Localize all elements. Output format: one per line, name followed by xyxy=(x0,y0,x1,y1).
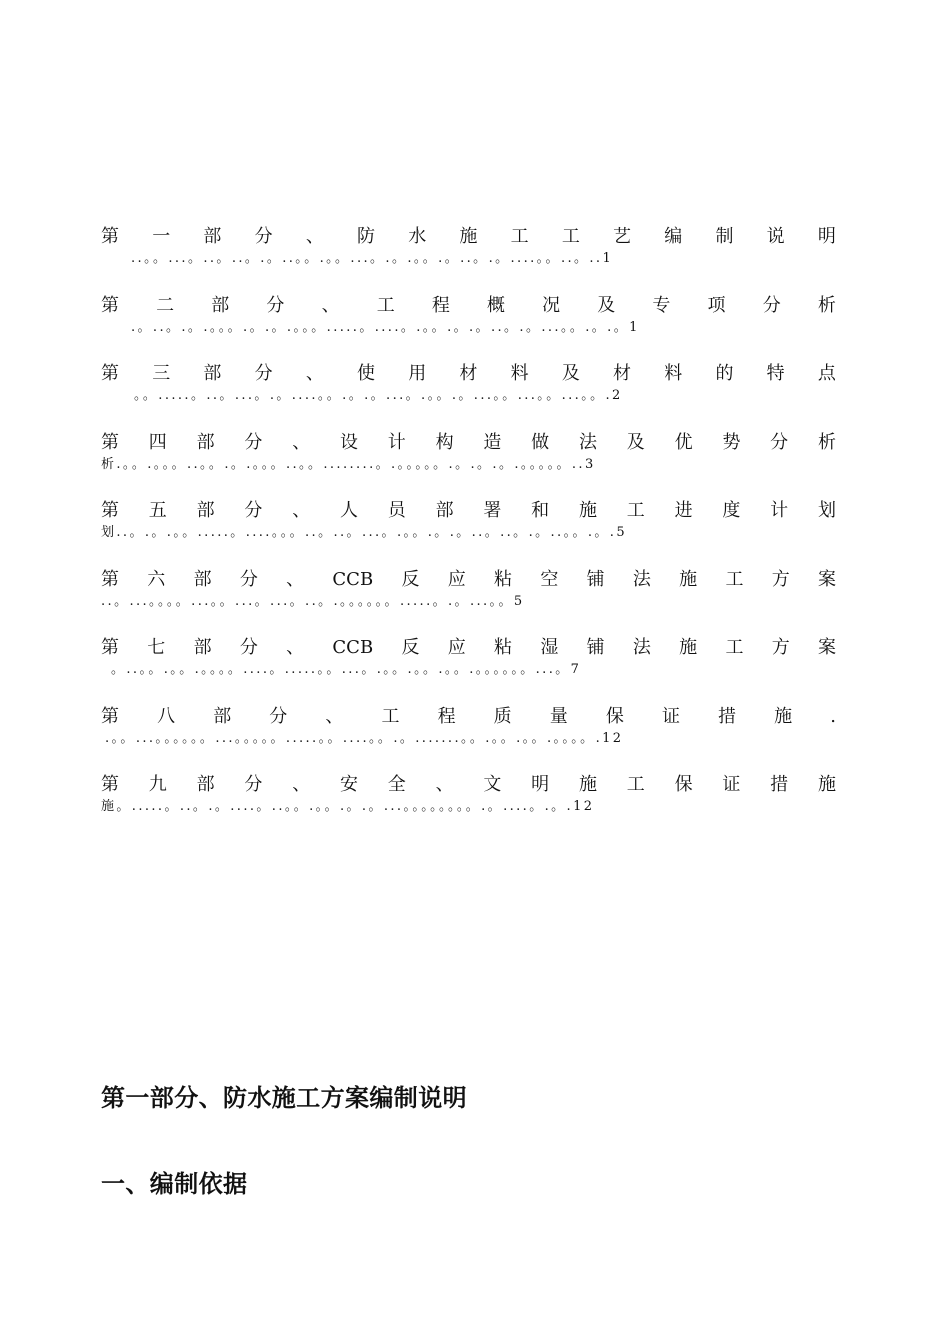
toc-entry-title: 第 一 部 分 、 防 水 施 工 工 艺 编 制 说 明 xyxy=(101,226,836,247)
toc-entry[interactable] xyxy=(101,635,836,704)
toc-entry-leader: ..。...。。。。...。。...。...。..。.。。。。。。.....。.。...。。5 xyxy=(101,593,525,609)
toc-entry-title: 第 八 部 分 、 工 程 质 量 保 证 措 施 . xyxy=(101,705,836,727)
toc-entry-title: 第 二 部 分 、 工 程 概 况 及 专 项 分 析 xyxy=(101,294,836,316)
toc-entry-title: 第 三 部 分 、 使 用 材 料 及 材 料 的 特 点 xyxy=(101,363,836,384)
toc-entry[interactable] xyxy=(101,772,836,841)
toc-entry[interactable] xyxy=(101,430,836,499)
toc-entry-leader: 析.。。.。。。..。。.。.。。。..。。........。.。。。。。.。.。.。.。。。。。..3 xyxy=(101,456,596,472)
toc-entry-leader: ..。。...。..。..。.。..。。.。。...。.。.。。.。..。.。....。。..。..1 xyxy=(131,251,614,266)
toc-entry-title: 第 九 部 分 、 安 全 、 文 明 施 工 保 证 措 施 xyxy=(101,774,836,795)
table-of-contents xyxy=(101,224,836,841)
toc-entry[interactable] xyxy=(101,567,836,636)
toc-entry[interactable] xyxy=(101,224,836,293)
section-heading: 一、编制依据 xyxy=(101,1169,248,1198)
toc-entry-leader: 。..。。.。。.。。。。....。.....。。...。.。。.。。.。。.。。。。。。...。7 xyxy=(111,662,582,677)
toc-entry-leader: 。。.....。..。...。.。....。。.。.。...。.。。.。...。。...。。...。。.2 xyxy=(134,388,623,403)
toc-entry-leader: .。。...。。。。。。...。。。。。.....。。....。。.。.......。。.。。.。。.。。。。.12 xyxy=(105,730,624,746)
toc-entry[interactable] xyxy=(101,293,836,362)
toc-entry-title: 第 五 部 分 、 人 员 部 署 和 施 工 进 度 计 划 xyxy=(101,500,836,521)
part-heading: 第一部分、防水施工方案编制说明 xyxy=(101,1083,467,1112)
toc-entry-leader: 施。.....。..。.。....。..。。.。。.。.。...。。。。。。。。.。....。.。.12 xyxy=(101,799,595,814)
toc-entry-title: 第 六 部 分 、 CCB 反 应 粘 空 铺 法 施 工 方 案 xyxy=(101,568,836,590)
toc-entry-leader: .。..。.。.。。。.。.。.。。。.....。....。.。。.。.。..。.。...。。.。.。1 xyxy=(131,319,640,335)
toc-entry[interactable] xyxy=(101,704,836,773)
toc-entry-title: 第 七 部 分 、 CCB 反 应 粘 湿 铺 法 施 工 方 案 xyxy=(101,637,836,658)
toc-entry-title: 第 四 部 分 、 设 计 构 造 做 法 及 优 势 分 析 xyxy=(101,431,836,453)
toc-entry[interactable] xyxy=(101,498,836,567)
toc-entry-leader: 划..。.。.。。.....。....。。。..。..。...。.。。.。.。..。..。.。..。。.。.5 xyxy=(101,525,628,540)
toc-entry[interactable] xyxy=(101,361,836,430)
